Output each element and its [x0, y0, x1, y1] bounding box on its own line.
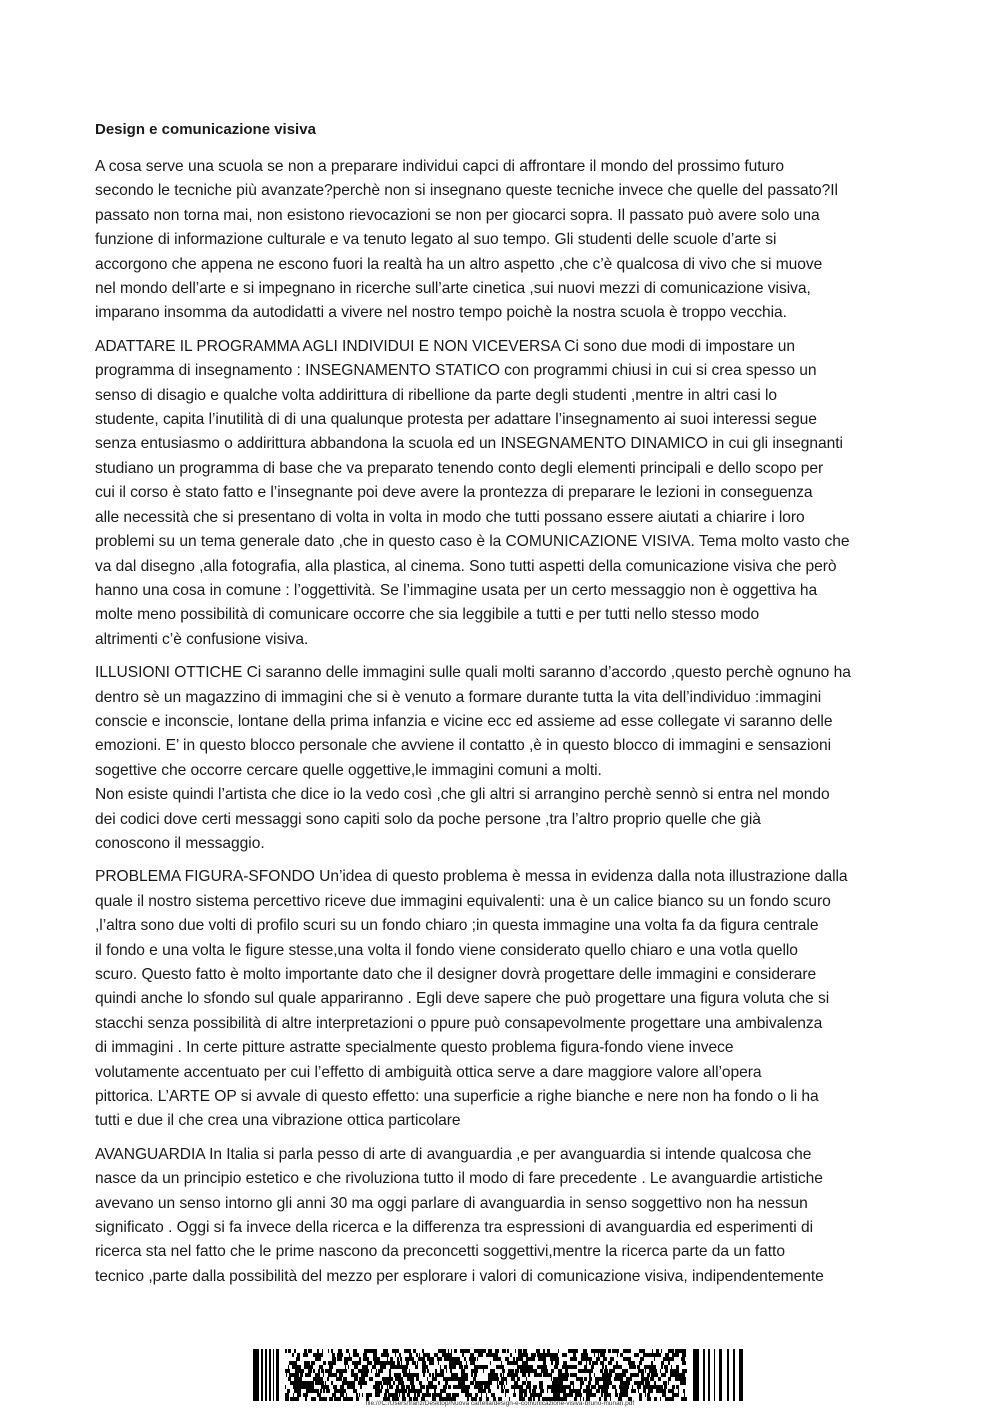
text-line: passato non torna mai, non esistono rievocazioni se non per giocarci sopra. Il passato può avere solo una [95, 206, 820, 224]
text-line: imparano insomma da autodidatti a vivere nel nostro tempo poichè la nostra scuola è troppo vecchia. [95, 304, 787, 322]
text-line: significato . Oggi si fa invece della ricerca e la differenza tra espressioni di avanguardia ed esperimenti di [95, 1219, 813, 1237]
text-line: studiano un programma di base che va preparato tenendo conto degli elementi principali e dello scopo per [95, 459, 824, 477]
text-line: altrimenti c’è confusione visiva. [95, 630, 309, 648]
text-line: molte meno possibilità di comunicare occorre che sia leggibile a tutti e per tutti nello stesso modo [95, 606, 760, 624]
text-line: tecnico ,parte dalla possibilità del mezzo per esplorare i valori di comunicazione visiva, indipendentemente [95, 1267, 824, 1285]
text-line: nasce da un principio estetico e che rivoluziona tutto il modo di fare precedente . Le avanguardie artistiche [95, 1170, 823, 1188]
text-line: PROBLEMA FIGURA-SFONDO Un’idea di questo problema è messa in evidenza dalla nota illustrazione dalla [95, 868, 848, 886]
text-line: il fondo e una volta le figure stesse,una volta il fondo viene considerato quello chiaro e una votla quello [95, 941, 798, 959]
text-line: stacchi senza possibilità di altre interpretazioni o ppure può consapevolmente progettare una ambivalenza [95, 1014, 823, 1032]
text-line: senza entusiasmo o addirittura abbandona la scuola ed un INSEGNAMENTO DINAMICO in cui gli insegnanti [95, 435, 843, 453]
text-line: AVANGUARDIA In Italia si parla pesso di arte di avanguardia ,e per avanguardia si intende qualcosa che [95, 1145, 812, 1163]
text-line: Non esiste quindi l’artista che dice io la vedo così ,che gli altri si arrangino perchè sennò si entra nel mondo [95, 786, 830, 804]
text-line: programma di insegnamento : INSEGNAMENTO STATICO con programmi chiusi in cui si crea spesso un [95, 362, 817, 380]
text-line: alle necessità che si presentano di volta in volta in modo che tutti possano essere aiutati a chiarire i loro [95, 508, 805, 526]
text-line: scuro. Questo fatto è molto importante dato che il designer dovrà progettare delle immagini e considerare [95, 966, 817, 983]
text-line: problemi su un tema generale dato ,che in questo caso è la COMUNICAZIONE VISIVA. Tema molto vasto che [95, 533, 850, 551]
pdf417-barcode [253, 1349, 743, 1401]
text-line: volutamente accentuato per cui l’effetto di ambiguità ottica serve a dare maggiore valore all’opera [95, 1063, 762, 1081]
text-line: funzione di informazione culturale e va tenuto legato al suo tempo. Gli studenti delle scuole d’arte si [95, 231, 777, 249]
text-line: emozioni. E’ in questo blocco personale che avviene il contatto ,è in questo blocco di immagini e sensazioni [95, 737, 832, 755]
text-line: ADATTARE IL PROGRAMMA AGLI INDIVIDUI E NON VICEVERSA Ci sono due modi di impostare un [95, 337, 796, 355]
paragraph [95, 335, 915, 652]
text-line: quindi anche lo sfondo sul quale appariranno . Egli deve sapere che può progettare una figura voluta che si [95, 990, 830, 1008]
text-line: hanno una cosa in comune : l’oggettività. Se l’immagine usata per un certo messaggio non è oggettiva ha [95, 581, 818, 599]
text-line: dentro sè un magazzino di immagini che si è venuto a formare durante tutta la vita dell’individuo :immagini [95, 688, 822, 706]
text-line: conoscono il messaggio. [95, 834, 265, 852]
paragraph [95, 155, 915, 326]
paragraph [95, 865, 915, 1133]
text-line: pittorica. L’ARTE OP si avvale di questo effetto: una superficie a righe bianche e nere non ha fondo o li ha [95, 1088, 819, 1106]
text-line: quale il nostro sistema percettivo riceve due immagini equivalenti: una è un calice bianco su un fondo scuro [95, 892, 831, 910]
text-line: tutti e due il che crea una vibrazione ottica particolare [95, 1112, 461, 1130]
file-path-label: file:///C:/Users/franz/Desktop/Nuova cartella/design-e-comunicazione-visiva-bruno-munari.pdf [365, 1400, 635, 1407]
document-body [95, 155, 915, 1289]
text-line: avevano un senso intorno gli anni 30 ma oggi parlare di avanguardia in senso soggettivo non ha nessun [95, 1194, 808, 1212]
text-line: cui il corso è stato fatto e l’insegnante poi deve avere la prontezza di preparare le lezioni in conseguenza [95, 484, 813, 502]
document-page [95, 118, 915, 1298]
text-line: di immagini . In certe pitture astratte specialmente questo problema figura-fondo viene invece [95, 1039, 734, 1057]
text-line: A cosa serve una scuola se non a preparare individui capci di affrontare il mondo del prossimo futuro [95, 158, 784, 175]
text-line: accorgono che appena ne escono fuori la realtà ha un altro aspetto ,che c’è qualcosa di vivo che si muove [95, 255, 823, 273]
text-line: sogettive che occorre cercare quelle oggettive,le immagini comuni a molti. [95, 761, 602, 779]
text-line: secondo le tecniche più avanzate?perchè non si insegnano queste tecniche invece che quelle del passato?Il [95, 182, 838, 200]
text-line: dei codici dove certi messaggi sono capiti solo da poche persone ,tra l’altro proprio quelle che già [95, 810, 761, 828]
text-line: ricerca sta nel fatto che le prime nascono da preconcetti soggettivi,mentre la ricerca parte da un fatto [95, 1243, 785, 1261]
text-line: conscie e inconscie, lontane della prima infanzia e vicine ecc ed assieme ad esse collegate vi saranno delle [95, 712, 833, 730]
text-line: ,l’altra sono due volti di profilo scuri su un fondo chiaro ;in questa immagine una volta fa da figura centrale [95, 917, 819, 935]
text-line: studente, capita l’inutilità di di una qualunque protesta per adattare l’insegnamento ai suoi interessi segue [95, 411, 817, 429]
text-line: ILLUSIONI OTTICHE Ci saranno delle immagini sulle quali molti saranno d’accordo ,questo perchè ognuno ha [95, 664, 851, 682]
paragraph [95, 661, 915, 856]
page-footer [0, 1345, 1000, 1414]
text-line: va dal disegno ,alla fotografia, alla plastica, al cinema. Sono tutti aspetti della comunicazione visiva che però [95, 557, 837, 575]
text-line: senso di disagio e qualche volta addirittura di ribellione da parte degli studenti ,mentre in altri casi lo [95, 386, 778, 404]
paragraph [95, 1143, 915, 1289]
document-title: Design e comunicazione visiva [95, 121, 316, 138]
text-line: nel mondo dell’arte e si impegnano in ricerche sull’arte cinetica ,sui nuovi mezzi di comunicazione visiva, [95, 280, 811, 298]
